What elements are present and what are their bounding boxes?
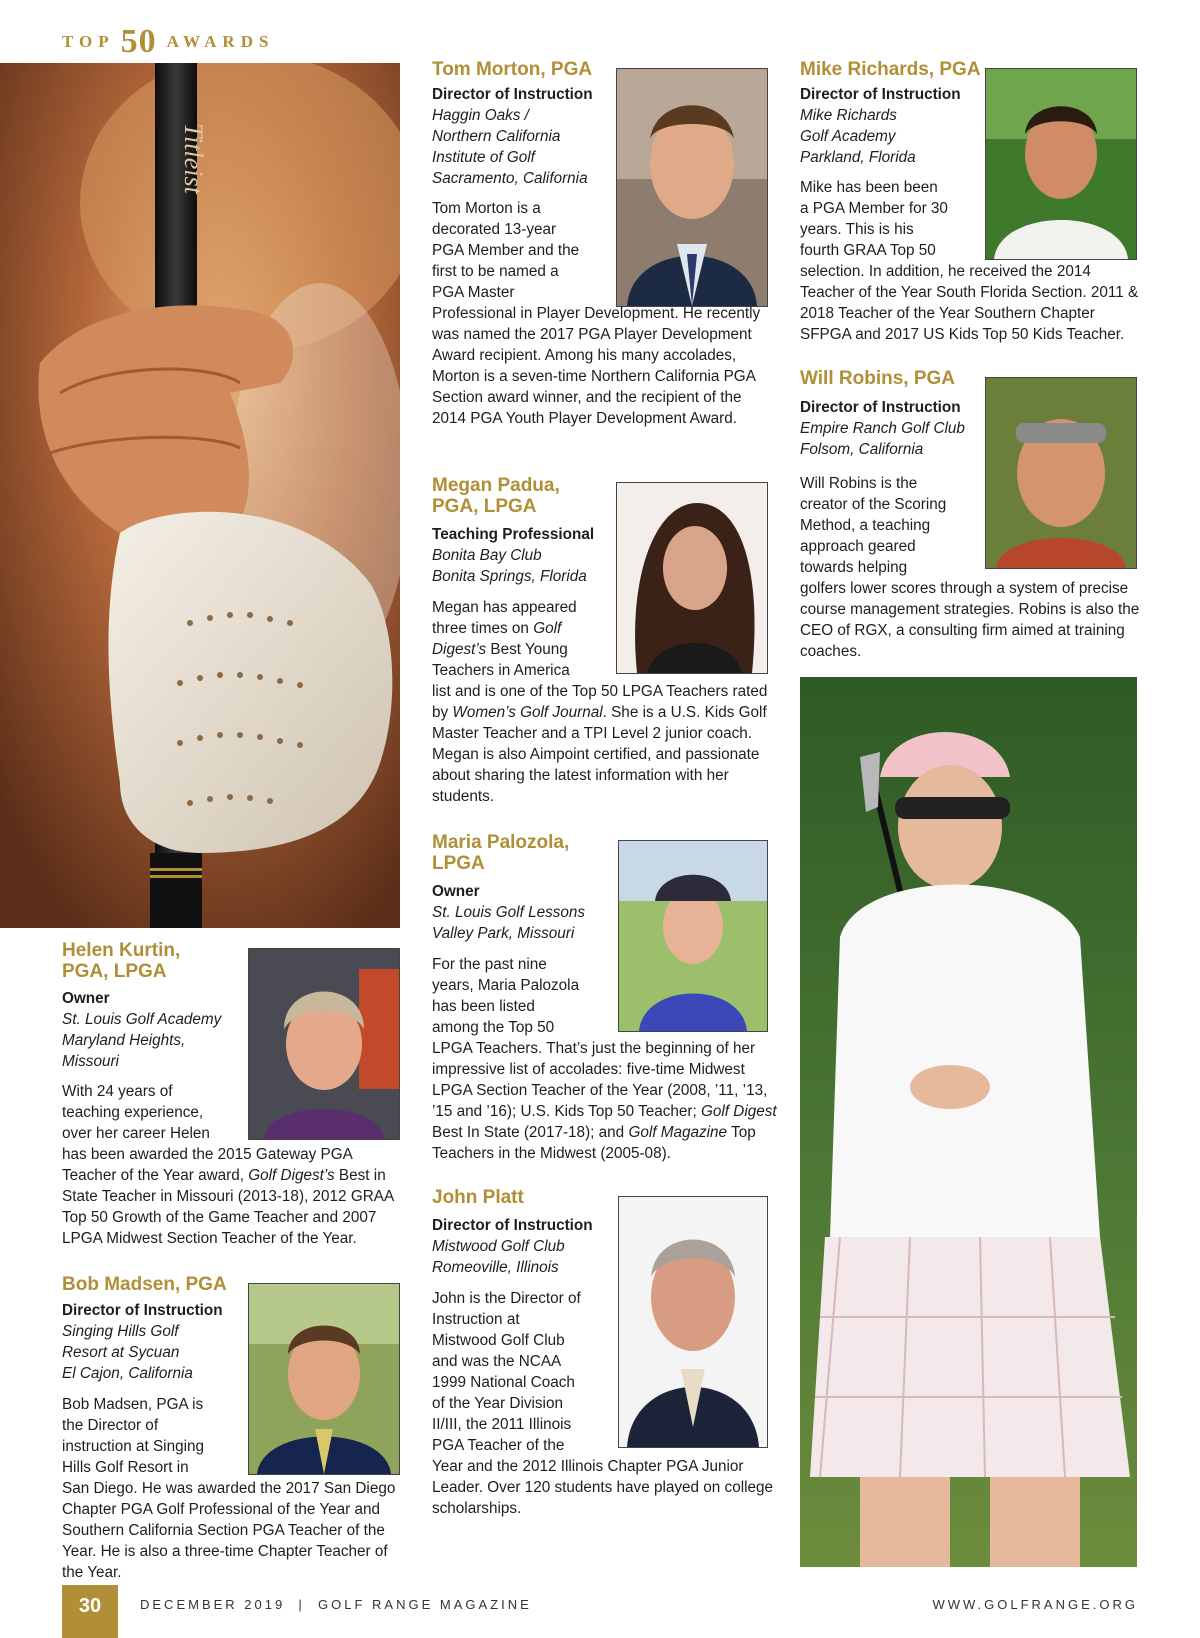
name-will-robins: Will Robins, PGA [800,368,955,389]
bio-helen-kurtin: With 24 years of teaching experience, over her career Helen has been awarded the 2015 Gateway PGA Teacher of the Year award, Golf Digest’s Best in State Teacher in Missouri (2013-18), 2012 GRAA Top 50 Growth of the Game Teacher and 2007 LPGA Midwest Section Teacher of the Year. [62,1083,394,1247]
location-mike-richards: Mike Richards Golf Academy Parkland, Florida [800,107,916,166]
title-john-platt: Director of Instruction [432,1217,593,1234]
location-helen-kurtin: St. Louis Golf Academy Maryland Heights, Missouri [62,1011,222,1070]
name-bob-madsen: Bob Madsen, PGA [62,1274,227,1295]
golf-grip-photo [0,63,400,928]
website-link[interactable]: WWW.GOLFRANGE.ORG [932,1597,1138,1612]
profile-will-robins [800,397,980,460]
title-maria-palozola: Owner [432,883,480,900]
profile-helen-kurtin [62,988,242,1072]
brand-text: Titleist [179,123,208,194]
bio-mike-richards: Mike has been been a PGA Member for 30 years. This is his fourth GRAA Top 50 selection. In addition, he received the 2014 Teacher of the Year South Florida Section. 2011 & 2018 Teacher of the Year Southern Chapter SFPGA and 2017 US Kids Top 50 Kids Teacher. [800,179,1139,343]
location-tom-morton: Haggin Oaks / Northern California Institute of Golf Sacramento, California [432,107,588,187]
title-will-robins: Director of Instruction [800,399,961,416]
name-megan-padua: Megan Padua, PGA, LPGA [432,475,560,517]
location-bob-madsen: Singing Hills Golf Resort at Sycuan El Cajon, California [62,1323,193,1382]
bio-tom-morton: Tom Morton is a decorated 13-year PGA Member and the first to be named a PGA Master Professional in Player Development. He recently was named the 2017 PGA Player Development Award recipient. Among his many accolades, Morton is a seven-time Northern California PGA Section award winner, and the recipient of the 2014 PGA Youth Player Development Award. [432,200,761,427]
woman-golfer-photo [800,677,1137,1567]
bio-maria-palozola: For the past nine years, Maria Palozola has been listed among the Top 50 LPGA Teachers. That’s just the beginning of her impressive list of accolades: five-time Midwest LPGA Section Teacher of the Year (2008, ’11, ’13, ’15 and ’16); U.S. Kids Top 50 Teacher; Golf Digest Best In State (2017-18); and Golf Magazine Top Teachers in the Midwest (2005-08). [432,956,777,1162]
name-maria-palozola: Maria Palozola, LPGA [432,832,570,874]
title-mike-richards: Director of Instruction [800,86,961,103]
profile-megan-padua [432,524,612,587]
title-megan-padua: Teaching Professional [432,526,595,543]
name-helen-kurtin: Helen Kurtin, PGA, LPGA [62,940,181,982]
header-awards: AWARDS [166,32,275,51]
header-top: TOP [62,32,115,51]
issue-line: DECEMBER 2019 | GOLF RANGE MAGAZINE [140,1597,532,1612]
profile-bob-madsen [62,1300,242,1384]
location-john-platt: Mistwood Golf Club Romeoville, Illinois [432,1238,565,1276]
title-tom-morton: Director of Instruction [432,86,593,103]
name-tom-morton: Tom Morton, PGA [432,59,593,80]
bio-megan-padua: Megan has appeared three times on Golf Digest’s Best Young Teachers in America list and is one of the Top 50 LPGA Teachers rated by Women’s Golf Journal. She is a U.S. Kids Golf Master Teacher and a TPI Level 2 junior coach. Megan is also Aimpoint certified, and passionate about sharing the latest information with her students. [432,599,768,805]
title-bob-madsen: Director of Instruction [62,1302,223,1319]
profile-john-platt [432,1215,612,1278]
location-maria-palozola: St. Louis Golf Lessons Valley Park, Missouri [432,904,586,942]
section-header [62,22,274,62]
profile-mike-richards [800,84,980,168]
bio-bob-madsen: Bob Madsen, PGA is the Director of instruction at Singing Hills Golf Resort in San Diego. He was awarded the 2017 San Diego Chapter PGA Golf Professional of the Year and Southern California Section PGA Teacher of the Year. He is also a three-time Chapter Teacher of the Year. [62,1396,396,1581]
header-number: 50 [120,23,157,60]
name-mike-richards: Mike Richards, PGA [800,59,981,80]
page-number: 30 [62,1585,118,1638]
profile-maria-palozola [432,881,612,944]
name-john-platt: John Platt [432,1187,524,1208]
location-megan-padua: Bonita Bay Club Bonita Springs, Florida [432,547,587,585]
bio-will-robins: Will Robins is the creator of the Scoring Method, a teaching approach geared towards helping golfers lower scores through a system of precise course management strategies. Robins is also the CEO of RGX, a consulting firm aimed at training coaches. [800,475,1140,660]
bio-john-platt: John is the Director of Instruction at Mistwood Golf Club and was the NCAA 1999 National Coach of the Year Division II/III, the 2011 Illinois PGA Teacher of the Year and the 2012 Illinois Chapter PGA Junior Leader. Over 120 students have played on college scholarships. [432,1290,774,1517]
location-will-robins: Empire Ranch Golf Club Folsom, California [800,420,965,458]
title-helen-kurtin: Owner [62,990,110,1007]
